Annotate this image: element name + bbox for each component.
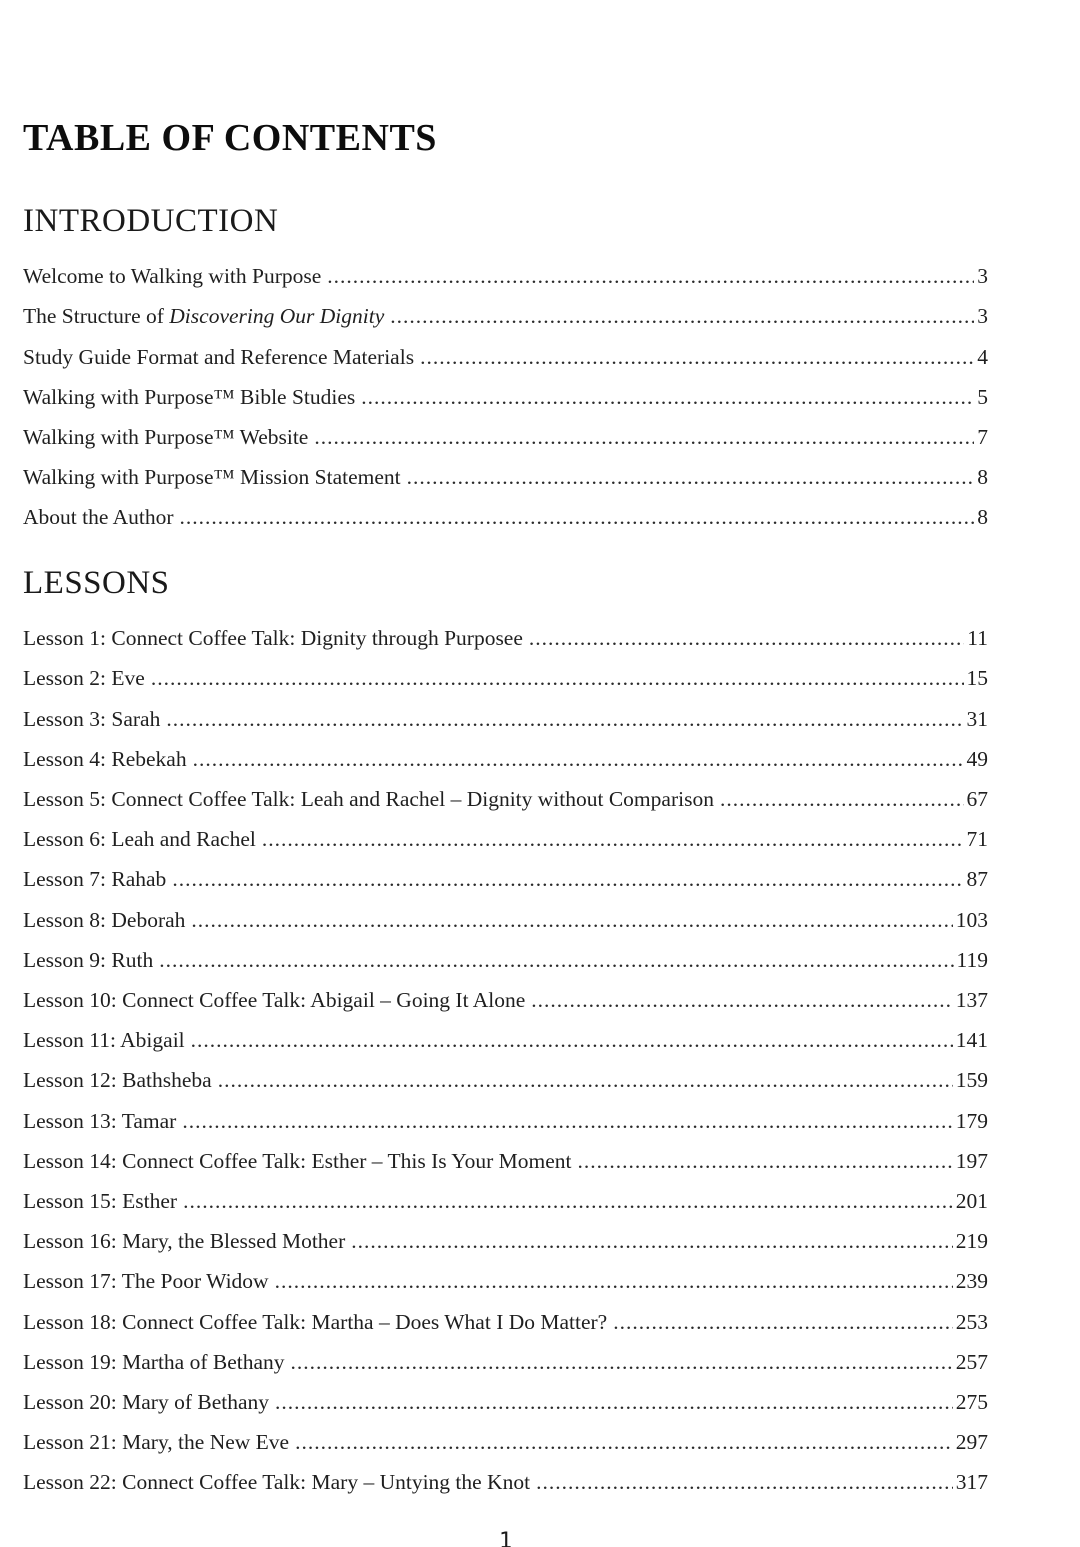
- toc-entry: [23, 779, 988, 819]
- toc-sections: [23, 202, 988, 1503]
- toc-entry-label: Study Guide Format and Reference Materials: [23, 344, 415, 369]
- toc-entry-label: Lesson 22: Connect Coffee Talk: Mary – Untying the Knot: [23, 1470, 531, 1495]
- toc-entry-label: Lesson 7: Rahab: [23, 867, 167, 892]
- dot-leader: [420, 337, 974, 377]
- toc-entry-label: Lesson 8: Deborah: [23, 907, 186, 932]
- dot-leader: [182, 1101, 952, 1141]
- toc-entry-label: Lesson 11: Abigail: [23, 1028, 185, 1053]
- toc-entry-page: 239: [955, 1269, 988, 1294]
- toc-entry: [23, 1101, 988, 1141]
- toc-entry: [23, 859, 988, 899]
- toc-entry: [23, 296, 988, 336]
- dot-leader: [262, 819, 964, 859]
- toc-entry-label: Walking with Purpose™ Mission Statement: [23, 465, 401, 490]
- toc-entry-label: Lesson 3: Sarah: [23, 706, 161, 731]
- footer-page-number: 1: [498, 1528, 513, 1547]
- toc-entry-page: 159: [955, 1068, 988, 1093]
- toc-entry-label: Lesson 19: Martha of Bethany: [23, 1349, 285, 1374]
- toc-entry: [23, 699, 988, 739]
- dot-leader: [159, 940, 953, 980]
- toc-entry-list: [23, 256, 988, 537]
- toc-entry-label: Lesson 9: Ruth: [23, 947, 154, 972]
- toc-entry: [23, 739, 988, 779]
- dot-leader: [390, 296, 974, 336]
- toc-entry: [23, 1302, 988, 1342]
- toc-entry-label: Lesson 21: Mary, the New Eve: [23, 1430, 290, 1455]
- toc-entry-page: 87: [966, 867, 988, 892]
- toc-entry-page: 67: [966, 787, 988, 812]
- toc-entry: [23, 1422, 988, 1462]
- toc-entry-page: 253: [955, 1309, 988, 1334]
- dot-leader: [314, 417, 974, 457]
- dot-leader: [720, 779, 964, 819]
- toc-entry: [23, 1342, 988, 1382]
- dot-leader: [295, 1422, 953, 1462]
- toc-entry-label: Lesson 16: Mary, the Blessed Mother: [23, 1229, 346, 1254]
- toc-entry-label: The Structure of Discovering Our Dignity: [23, 304, 385, 329]
- toc-entry-label: Lesson 17: The Poor Widow: [23, 1269, 269, 1294]
- toc-entry: [23, 497, 988, 537]
- toc-entry-label: Lesson 15: Esther: [23, 1189, 178, 1214]
- dot-leader: [218, 1060, 953, 1100]
- toc-entry-page: 201: [955, 1189, 988, 1214]
- section-heading: LESSONS: [23, 564, 170, 601]
- dot-leader: [327, 256, 974, 296]
- toc-entry-page: 31: [966, 706, 988, 731]
- section-heading: INTRODUCTION: [23, 202, 279, 239]
- page-title: TABLE OF CONTENTS: [23, 117, 437, 159]
- toc-entry-page: 197: [955, 1148, 988, 1173]
- toc-entry-label: Walking with Purpose™ Bible Studies: [23, 384, 356, 409]
- toc-entry-list: [23, 618, 988, 1502]
- toc-entry-label: Lesson 18: Connect Coffee Talk: Martha – Does What I Do Matter?: [23, 1309, 608, 1334]
- toc-entry-page: 71: [966, 827, 988, 852]
- toc-entry: [23, 618, 988, 658]
- toc-entry-page: 8: [977, 465, 988, 490]
- dot-leader: [166, 699, 963, 739]
- toc-entry: [23, 900, 988, 940]
- toc-entry: [23, 256, 988, 296]
- toc-entry-label: Lesson 1: Connect Coffee Talk: Dignity through Purposee: [23, 626, 523, 651]
- dot-leader: [291, 1342, 953, 1382]
- toc-entry-page: 119: [956, 947, 988, 972]
- toc-entry-page: 137: [955, 988, 988, 1013]
- toc-entry-page: 3: [977, 304, 988, 329]
- dot-leader: [536, 1462, 953, 1502]
- toc-entry: [23, 1221, 988, 1261]
- toc-entry: [23, 980, 988, 1020]
- dot-leader: [151, 658, 964, 698]
- toc-entry-page: 15: [966, 666, 988, 691]
- toc-entry: [23, 1181, 988, 1221]
- toc-entry: [23, 1060, 988, 1100]
- dot-leader: [275, 1261, 953, 1301]
- toc-section: [23, 564, 988, 1503]
- toc-entry-page: 11: [967, 626, 988, 651]
- toc-entry-page: 103: [955, 907, 988, 932]
- toc-entry: [23, 1382, 988, 1422]
- toc-entry-label: Lesson 14: Connect Coffee Talk: Esther – This Is Your Moment: [23, 1148, 572, 1173]
- toc-entry: [23, 1261, 988, 1301]
- toc-entry-page: 219: [955, 1229, 988, 1254]
- toc-entry: [23, 658, 988, 698]
- toc-entry-page: 297: [955, 1430, 988, 1455]
- toc-entry-label: Lesson 2: Eve: [23, 666, 145, 691]
- dot-leader: [407, 457, 975, 497]
- toc-entry-page: 179: [955, 1108, 988, 1133]
- toc-entry-label: Lesson 5: Connect Coffee Talk: Leah and Rachel – Dignity without Comparison: [23, 787, 714, 812]
- dot-leader: [193, 739, 964, 779]
- toc-entry-label: About the Author: [23, 505, 174, 530]
- toc-entry-page: 275: [955, 1390, 988, 1415]
- toc-entry-label: Walking with Purpose™ Website: [23, 425, 309, 449]
- toc-entry: [23, 1141, 988, 1181]
- dot-leader: [578, 1141, 953, 1181]
- toc-entry-label: Lesson 10: Connect Coffee Talk: Abigail – Going It Alone: [23, 988, 526, 1013]
- toc-entry-label: Lesson 4: Rebekah: [23, 746, 187, 771]
- toc-entry-page: 141: [955, 1028, 988, 1053]
- dot-leader: [529, 618, 964, 658]
- toc-entry-page: 317: [955, 1470, 988, 1495]
- dot-leader: [351, 1221, 953, 1261]
- toc-entry-page: 8: [977, 505, 988, 530]
- toc-entry: [23, 1020, 988, 1060]
- dot-leader: [172, 859, 963, 899]
- dot-leader: [531, 980, 952, 1020]
- toc-entry-page: 4: [977, 344, 988, 369]
- dot-leader: [361, 377, 974, 417]
- toc-entry: [23, 819, 988, 859]
- toc-entry: [23, 377, 988, 417]
- toc-entry-page: 3: [977, 264, 988, 289]
- toc-entry: [23, 457, 988, 497]
- toc-entry-page: 257: [955, 1349, 988, 1374]
- dot-leader: [191, 1020, 953, 1060]
- dot-leader: [275, 1382, 953, 1422]
- toc-section: [23, 202, 988, 538]
- toc-entry-label: Welcome to Walking with Purpose: [23, 264, 322, 289]
- dot-leader: [180, 497, 975, 537]
- toc-entry-label: Lesson 12: Bathsheba: [23, 1068, 212, 1093]
- toc-entry-label: Lesson 13: Tamar: [23, 1108, 177, 1133]
- dot-leader: [183, 1181, 953, 1221]
- toc-entry-label: Lesson 20: Mary of Bethany: [23, 1390, 270, 1415]
- toc-entry: [23, 337, 988, 377]
- dot-leader: [191, 900, 952, 940]
- toc-entry-label: Lesson 6: Leah and Rachel: [23, 827, 256, 852]
- dot-leader: [613, 1302, 953, 1342]
- toc-entry-page: 7: [977, 425, 988, 449]
- toc-entry-page: 49: [966, 746, 988, 771]
- toc-entry: [23, 940, 988, 980]
- toc-entry: [23, 417, 988, 457]
- toc-entry: [23, 1462, 988, 1502]
- toc-entry-page: 5: [977, 384, 988, 409]
